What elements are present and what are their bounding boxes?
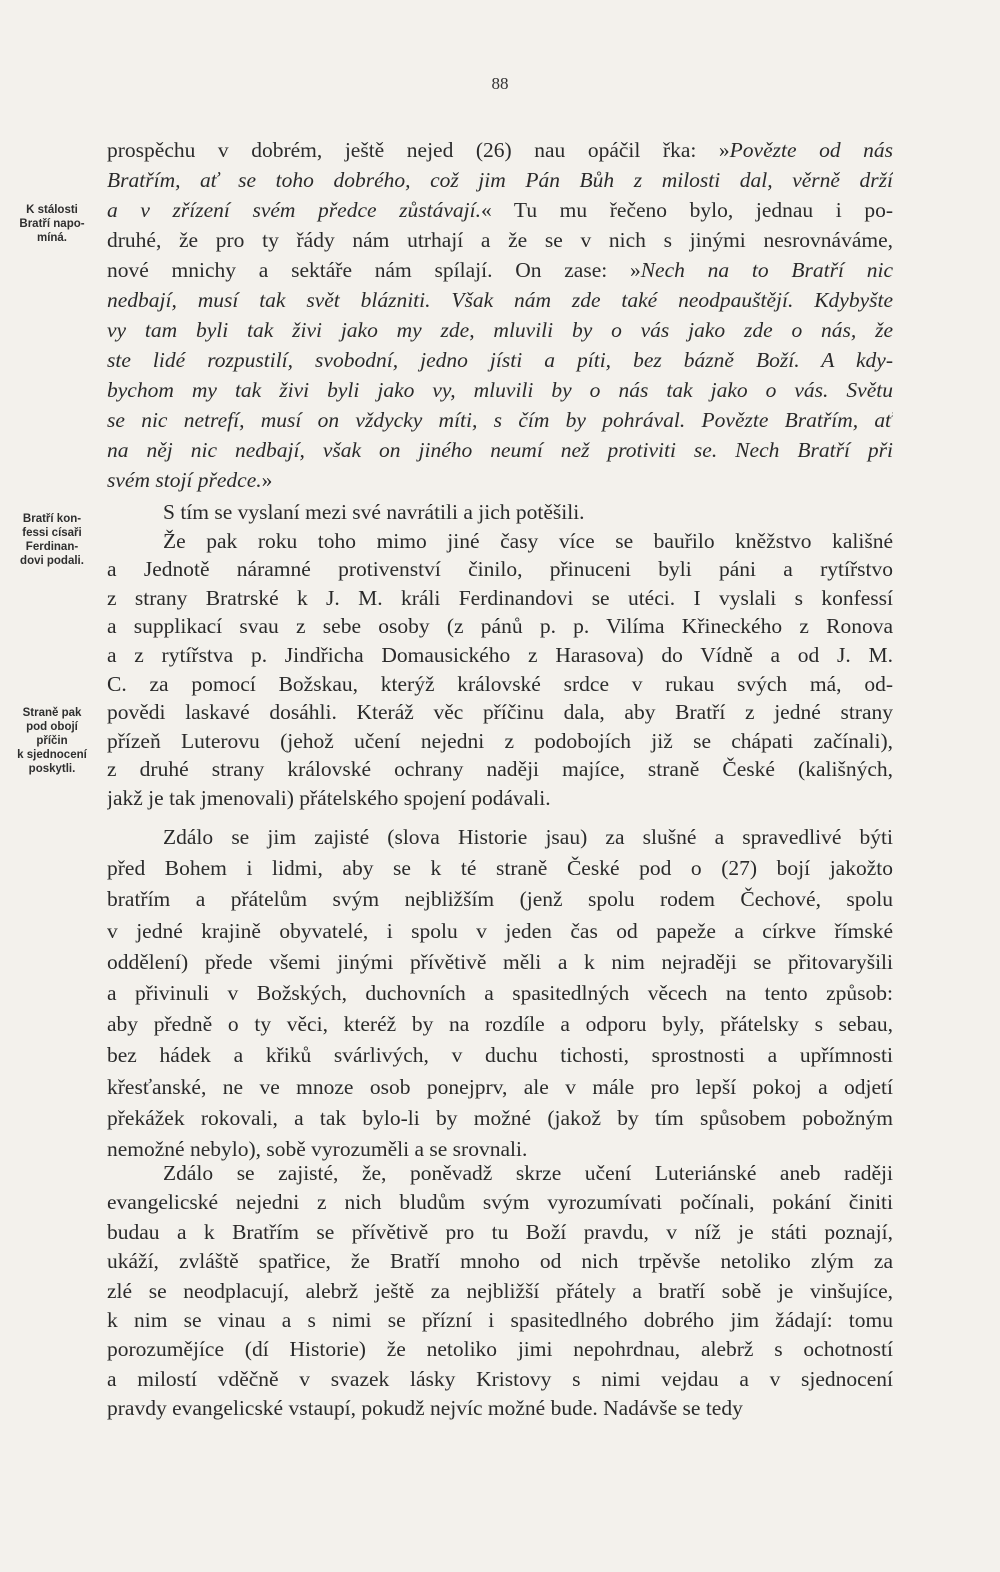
text-segment: k nim se vinau a s nimi se přízní i spasitedlného dobrého jim žádají: tomu [107, 1307, 893, 1332]
text-segment: před Bohem i lidmi, aby se k té straně České pod o (27) bojí jakožto [107, 856, 893, 881]
text-segment: povědi laskavé dosáhli. Kteráž věc příčinu dala, aby Bratří z jedné strany [107, 700, 893, 725]
text-line [107, 1188, 893, 1217]
text-line [107, 755, 893, 784]
text-segment: křesťanské, ne ve mnoze osob ponejprv, ale v mále pro lepší pokoj a odjetí [107, 1074, 893, 1099]
text-segment: C. za pomocí Božskau, kterýž královské srdce v rukau svých má, od- [107, 671, 893, 696]
text-line [107, 1218, 893, 1247]
margin-note-line: pod obojí [26, 721, 78, 733]
text-segment: v jedné krajině obyvatelé, i spolu v jeden čas od papeže a církve římské [107, 918, 893, 943]
text-segment: a Jednotě náramné protivenství činilo, přinuceni byli páni a rytířstvo [107, 557, 893, 582]
text-segment: a z rytířstva p. Jindřicha Domausického z Harasova) do Vídně a od J. M. [107, 642, 893, 667]
text-segment: a milostí vděčně v svazek lásky Kristovy s nimi vejdau a v sjednocení [107, 1366, 893, 1391]
text-line [107, 135, 893, 165]
text-line [107, 1394, 893, 1423]
text-line [107, 1335, 893, 1364]
margin-note-line: míná. [36, 232, 68, 244]
paragraph-2 [107, 498, 893, 813]
text-segment: ukáží, zvláště spatřice, že Bratří mnoho od nich trpěvše netoliko zlým za [107, 1249, 893, 1274]
text-line [107, 1159, 893, 1188]
text-segment: » [261, 468, 273, 492]
text-segment: nemožné nebylo), sobě vyrozuměli a se srovnali. [107, 1136, 528, 1161]
text-line [107, 285, 893, 315]
margin-note-line: K stálosti [26, 204, 78, 216]
text-line [107, 315, 893, 345]
text-segment: Zdálo se jim zajisté (slova Historie jsau) za slušné a spravedlivé býti [163, 825, 893, 849]
text-line [107, 165, 893, 195]
text-segment: přízeň Luterovu (jehož učení nejedni z podobojích již se chápati začínali), [107, 728, 893, 753]
margin-note-2 [2, 512, 102, 568]
margin-note-line: dovi podali. [20, 555, 84, 567]
text-segment: S tím se vyslaní mezi své navrátili a jich potěšili. [163, 500, 585, 524]
text-line [107, 435, 893, 465]
text-line [107, 1277, 893, 1306]
text-segment: porozumějíce (dí Historie) že netoliko jimi nepohrdnau, alebrž s ochotností [107, 1337, 893, 1362]
text-line [107, 853, 893, 884]
text-segment: prospěchu v dobrém, ještě nejed (26) nau opáčil řka: » [107, 138, 730, 162]
text-line [107, 784, 893, 813]
text-segment: evangelicské nejedni z nich bludům svým vyrozumívati počínali, pokání činiti [107, 1190, 893, 1215]
text-line [107, 727, 893, 756]
margin-note-line: Bratří napo- [19, 218, 85, 230]
page-number: 88 [491, 74, 509, 93]
paragraph-4 [107, 1159, 893, 1424]
text-line [107, 916, 893, 947]
text-line [107, 822, 893, 853]
text-line [107, 1365, 893, 1394]
text-segment: druhé, že pro ty řády nám utrhají a že se v nich s jinými nesrovnáváme, [107, 228, 893, 252]
text-segment: bratřím a přátelům svým nejbližším (jenž spolu rodem Čechové, spolu [107, 887, 893, 912]
text-segment: a supplikací svau z sebe osoby (z pánů p. p. Vilíma Křineckého z Ronova [107, 614, 893, 639]
text-segment: nové mnichy a sektáře nám spílají. On zase: » [107, 258, 641, 282]
text-segment: z druhé strany královské ochrany naději majíce, straně České (kališných, [107, 757, 893, 782]
italic-text: bychom my tak živi byli jako vy, mluvili by o nás tak jako o vás. Světu [107, 378, 893, 402]
text-line [107, 1247, 893, 1276]
italic-text: Bratřím, ať se toho dobrého, což jim Pán Bůh z milosti dal, věrně drží [107, 168, 893, 192]
text-line [107, 670, 893, 699]
text-line [107, 978, 893, 1009]
text-line [107, 1009, 893, 1040]
text-line [107, 498, 893, 527]
text-segment: aby předně o ty věci, kteréž by na rozdíle a odporu byly, přátelsky s sebau, [107, 1012, 893, 1037]
text-line [107, 465, 893, 495]
text-line [107, 884, 893, 915]
text-line [107, 1072, 893, 1103]
text-segment: zlé se neodplacují, alebrž ještě za nejbližší přátely a bratří sobě je vinšujíce, [107, 1278, 893, 1303]
italic-text: a v zřízení svém předce zůstávají. [107, 198, 481, 222]
margin-note-line: poskytli. [28, 763, 76, 775]
text-line [107, 527, 893, 556]
text-segment: « Tu mu řečeno bylo, jednau i po- [480, 198, 893, 222]
text-line [107, 225, 893, 255]
text-line [107, 947, 893, 978]
text-line [107, 195, 893, 225]
italic-text: vy tam byli tak živi jako my zde, mluvili by o vás jako zde o nás, že [107, 318, 893, 342]
italic-text: nedbají, musí tak svět blázniti. Však nám zde také neodpauštějí. Kdybyšte [107, 288, 893, 312]
text-segment: bez hádek a křiků svárlivých, v duchu tichosti, sprostnosti a upřímnosti [107, 1043, 893, 1068]
margin-note-line: Ferdinan- [25, 541, 79, 553]
text-line [107, 1040, 893, 1071]
margin-note-line: příčin [36, 735, 68, 747]
italic-text: Nech na to Bratří nic [640, 258, 893, 282]
italic-text: ste lidé rozpustilí, svobodní, jedno jísti a píti, bez bázně Boží. A kdy- [107, 348, 893, 372]
text-segment: Zdálo se zajisté, že, poněvadž skrze učení Luteriánské aneb raději [163, 1161, 893, 1185]
text-line [107, 255, 893, 285]
text-line [107, 698, 893, 727]
text-segment: budau a k Bratřím se přívětivě pro tu Boží pravdu, v níž je státi poznají, [107, 1219, 893, 1244]
text-segment: oddělení) přede všemi jinými přívětivě měli a k nim nejraději se přitovaryšili [107, 949, 893, 974]
text-line [107, 612, 893, 641]
text-segment: z strany Bratrské k J. M. králi Ferdinandovi se utéci. I vyslali s konfessí [107, 585, 893, 610]
text-line [107, 345, 893, 375]
margin-note-1 [2, 203, 102, 245]
text-segment: pravdy evangelicské vstaupí, pokudž nejvíc možné bude. Nadávše se tedy [107, 1396, 743, 1421]
text-line [107, 584, 893, 613]
paragraph-3 [107, 822, 893, 1165]
text-segment: Že pak roku toho mimo jiné časy více se bauřilo kněžstvo kališné [163, 528, 893, 553]
margin-note-line: k sjednocení [17, 749, 87, 761]
italic-text: svém stojí předce. [107, 468, 262, 492]
text-line [107, 641, 893, 670]
text-segment: a přivinuli v Božských, duchovních a spasitedlných věcech na tento způsob: [107, 980, 893, 1005]
margin-note-line: Bratří kon- [22, 513, 82, 525]
text-line [107, 1103, 893, 1134]
italic-text: se nic netrefí, musí on vždycky míti, s čím by pohrával. Povězte Bratřím, ať [107, 408, 893, 432]
margin-note-line: fessi císaři [22, 527, 82, 539]
text-line [107, 1306, 893, 1335]
margin-note-3 [2, 706, 102, 776]
paragraph-1 [107, 135, 893, 495]
text-line [107, 405, 893, 435]
italic-text: Povězte od nás [729, 138, 893, 162]
text-segment: překážek rokovali, a tak bylo-li by možné (jakož by tím spůsobem pobožným [107, 1105, 893, 1130]
margin-note-line: Straně pak [22, 707, 82, 719]
text-line [107, 555, 893, 584]
text-line [107, 375, 893, 405]
text-segment: jakž je tak jmenovali) přátelského spojení podávali. [107, 785, 551, 810]
italic-text: na něj nic nedbají, však on jiného neumí než protiviti se. Nech Bratří při [107, 438, 893, 462]
